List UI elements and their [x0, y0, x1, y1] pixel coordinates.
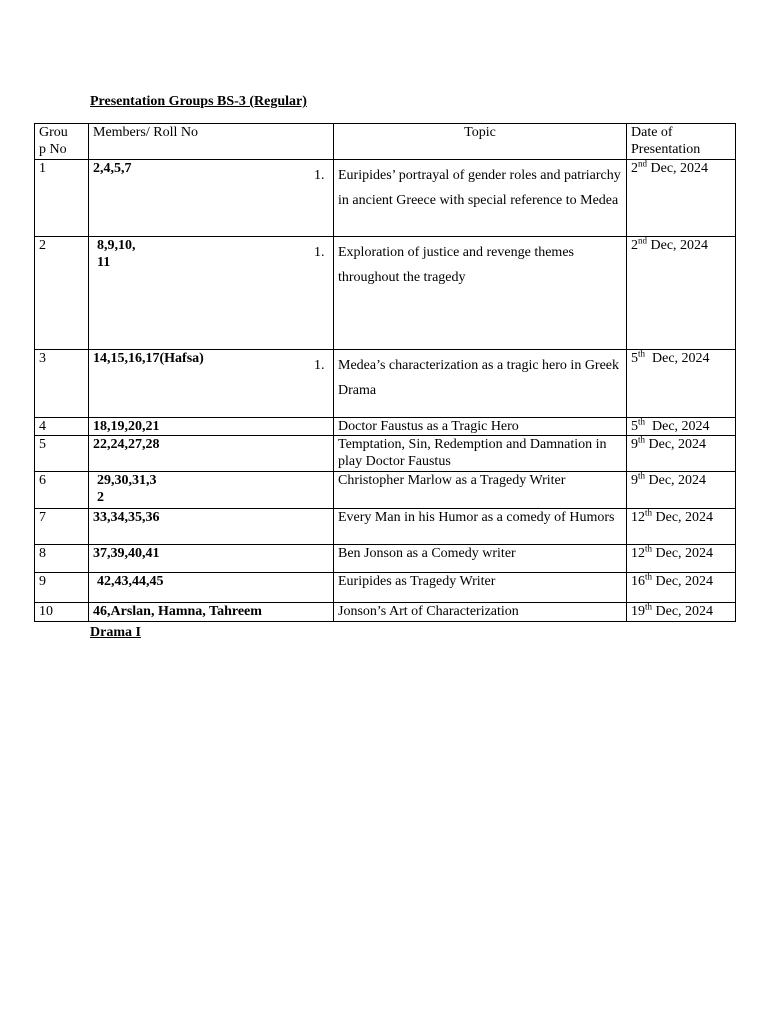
topic-text: Medea’s characterization as a tragic hero in Greek Drama — [338, 358, 620, 398]
group-number: 2 — [35, 237, 89, 350]
date-suffix: th — [645, 601, 653, 612]
date-rest: Dec, 2024 — [645, 351, 710, 366]
topic-cell — [314, 160, 627, 237]
presentation-groups-table — [34, 123, 736, 622]
members-line-1: 8,9,10, — [97, 238, 136, 253]
date-rest: Dec, 2024 — [645, 473, 707, 488]
topic-cell: Doctor Faustus as a Tragic Hero — [334, 418, 627, 436]
date-day: 9 — [631, 437, 638, 452]
topic-cell: Euripides as Tragedy Writer — [334, 573, 627, 603]
course-name: Drama I — [90, 625, 141, 640]
topic-text: Euripides’ portrayal of gender roles and patriarchy in ancient Greece with special reference to Medea — [338, 168, 621, 208]
list-number: 1. — [314, 168, 325, 183]
members-cell — [89, 237, 334, 350]
members-cell: 18,19,20,21 — [89, 418, 334, 436]
topic-cell — [314, 237, 627, 350]
date-suffix: th — [645, 543, 653, 554]
header-topic: Topic — [334, 124, 627, 160]
date-rest: Dec, 2024 — [652, 574, 714, 589]
table-row — [35, 237, 736, 350]
date-day: 12 — [631, 546, 645, 561]
date-suffix: th — [638, 434, 646, 445]
group-number: 9 — [35, 573, 89, 603]
header-group-line-2: p No — [39, 142, 67, 157]
members-line-1: 29,30,31,3 — [97, 473, 157, 488]
members-line-2: 11 — [97, 255, 111, 270]
members-cell: 42,43,44,45 — [89, 573, 334, 603]
date-rest: Dec, 2024 — [652, 604, 714, 619]
group-number: 6 — [35, 472, 89, 509]
group-number: 4 — [35, 418, 89, 436]
date-suffix: th — [645, 571, 653, 582]
date-day: 9 — [631, 473, 638, 488]
group-number: 8 — [35, 545, 89, 573]
header-group-no — [35, 124, 89, 160]
date-day: 16 — [631, 574, 645, 589]
group-number: 3 — [35, 350, 89, 418]
date-suffix: nd — [638, 235, 647, 246]
topic-cell — [314, 350, 627, 418]
table-row — [35, 545, 736, 573]
document-title: Presentation Groups BS-3 (Regular) — [90, 94, 307, 109]
header-group-line-1: Grou — [39, 125, 68, 140]
members-cell: 37,39,40,41 — [89, 545, 334, 573]
header-date-line-1: Date of — [631, 125, 673, 140]
group-number: 1 — [35, 160, 89, 237]
date-cell — [627, 350, 736, 418]
table-header-row — [35, 124, 736, 160]
date-cell — [627, 160, 736, 237]
header-date-line-2: Presentation — [631, 142, 701, 157]
table-row — [35, 436, 736, 472]
date-suffix: nd — [638, 158, 647, 169]
table-row — [35, 350, 736, 418]
members-cell: 22,24,27,28 — [89, 436, 334, 472]
header-members: Members/ Roll No — [89, 124, 334, 160]
members-cell: 14,15,16,17(Hafsa) — [89, 350, 334, 418]
topic-cell: Jonson’s Art of Characterization — [334, 603, 627, 622]
date-cell — [627, 509, 736, 545]
members-cell: 2,4,5,7 — [89, 160, 334, 237]
list-number: 1. — [314, 358, 325, 373]
table-row — [35, 418, 736, 436]
date-suffix: th — [638, 416, 646, 427]
members-cell — [89, 472, 334, 509]
group-number: 5 — [35, 436, 89, 472]
date-suffix: th — [638, 470, 646, 481]
members-line-2: 2 — [97, 490, 104, 505]
group-number: 10 — [35, 603, 89, 622]
members-cell: 46,Arslan, Hamna, Tahreem — [89, 603, 334, 622]
date-suffix: th — [638, 348, 646, 359]
date-day: 2 — [631, 238, 638, 253]
date-day: 19 — [631, 604, 645, 619]
members-cell: 33,34,35,36 — [89, 509, 334, 545]
table-row — [35, 603, 736, 622]
topic-cell: Christopher Marlow as a Tragedy Writer — [334, 472, 627, 509]
date-cell — [627, 472, 736, 509]
date-cell — [627, 418, 736, 436]
date-day: 2 — [631, 161, 638, 176]
date-rest: Dec, 2024 — [645, 437, 707, 452]
date-suffix: th — [645, 507, 653, 518]
date-rest: Dec, 2024 — [647, 161, 709, 176]
topic-text: Exploration of justice and revenge themes throughout the tragedy — [338, 245, 574, 285]
table-row — [35, 509, 736, 545]
topic-cell: Every Man in his Humor as a comedy of Humors — [334, 509, 627, 545]
date-rest: Dec, 2024 — [645, 419, 710, 434]
table-row — [35, 160, 736, 237]
group-number: 7 — [35, 509, 89, 545]
date-cell — [627, 436, 736, 472]
date-day: 5 — [631, 419, 638, 434]
table-row — [35, 472, 736, 509]
date-rest: Dec, 2024 — [652, 510, 714, 525]
date-cell — [627, 545, 736, 573]
topic-cell: Ben Jonson as a Comedy writer — [334, 545, 627, 573]
list-number: 1. — [314, 245, 325, 260]
date-day: 12 — [631, 510, 645, 525]
table-row — [35, 573, 736, 603]
topic-cell: Temptation, Sin, Redemption and Damnation in play Doctor Faustus — [334, 436, 627, 472]
header-date — [627, 124, 736, 160]
date-cell — [627, 237, 736, 350]
date-rest: Dec, 2024 — [647, 238, 709, 253]
date-rest: Dec, 2024 — [652, 546, 714, 561]
date-cell — [627, 573, 736, 603]
date-cell — [627, 603, 736, 622]
date-day: 5 — [631, 351, 638, 366]
